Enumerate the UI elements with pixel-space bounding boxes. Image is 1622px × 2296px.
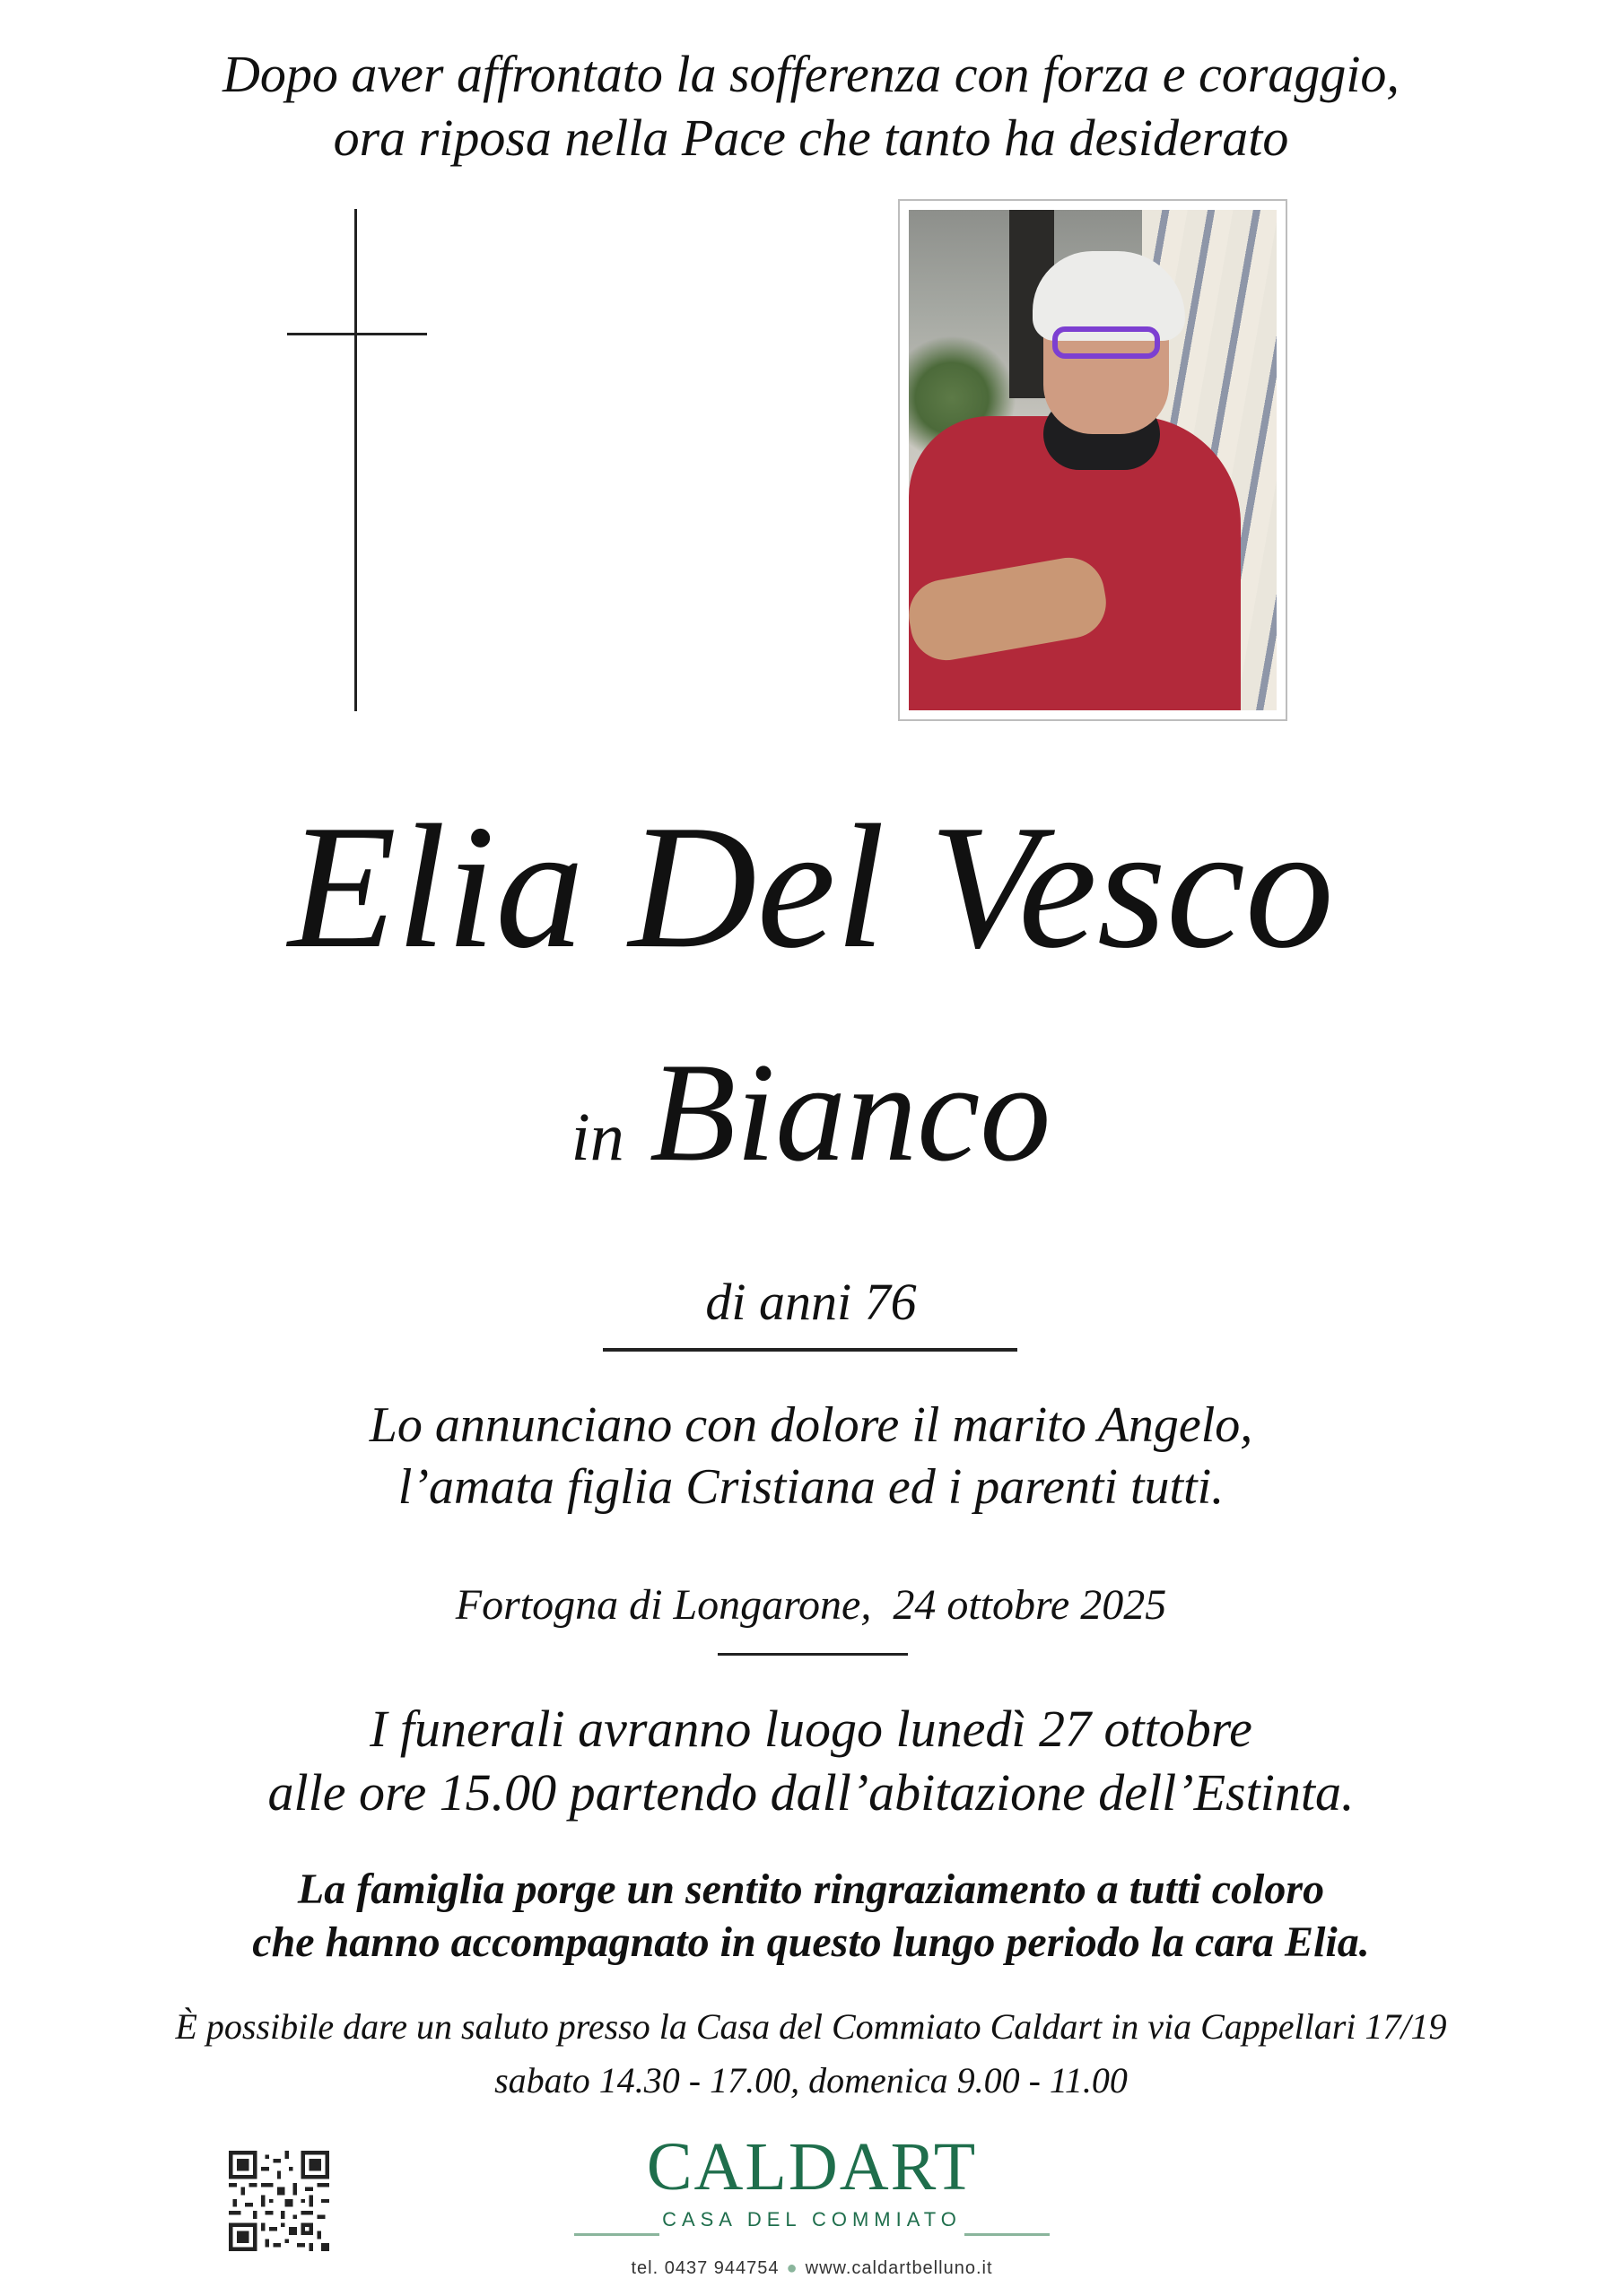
contacts	[574, 2258, 1050, 2279]
thanks-line-2: che hanno accompagnato in questo lungo periodo la cara Elia.	[252, 1918, 1370, 1966]
brand-name: CALDART	[646, 2129, 978, 2205]
phone[interactable]: tel. 0437 944754	[631, 2258, 780, 2278]
divider	[603, 1348, 1017, 1352]
separator-dot-icon: ●	[786, 2258, 798, 2278]
place-date: Fortogna di Longarone, 24 ottobre 2025	[455, 1581, 1167, 1629]
married-surname: Bianco	[649, 1034, 1051, 1191]
brand-subtitle: CASA DEL COMMIATO	[662, 2208, 962, 2231]
announcement-line-1: Lo annunciano con dolore il marito Angelo,	[369, 1397, 1253, 1453]
visit-line-2: sabato 14.30 - 17.00, domenica 9.00 - 11.00	[494, 2060, 1128, 2100]
visit-info	[0, 2000, 1622, 2108]
epigraph	[0, 43, 1622, 170]
married-surname-row	[0, 1031, 1622, 1195]
portrait-photo	[909, 210, 1277, 710]
brand-rule-left	[574, 2233, 659, 2236]
cross-icon	[354, 209, 357, 711]
thanks	[0, 1864, 1622, 1969]
announcement-line-2: l’amata figlia Cristiana ed i parenti tutti.	[397, 1458, 1225, 1515]
brand-rule-right	[964, 2233, 1050, 2236]
qr-code[interactable]	[229, 2151, 329, 2251]
cross-icon-crossbar	[287, 333, 427, 335]
portrait-frame	[898, 199, 1287, 721]
age: di anni 76	[705, 1273, 917, 1331]
funeral-line-1: I funerali avranno luogo lunedì 27 ottobre	[370, 1700, 1252, 1758]
epigraph-line-1: Dopo aver affrontato la sofferenza con forza e coraggio,	[222, 45, 1400, 103]
caldart-logo	[574, 2129, 1050, 2279]
epigraph-line-2: ora riposa nella Pace che tanto ha desiderato	[333, 108, 1289, 167]
deceased-name: Elia Del Vesco	[288, 788, 1334, 985]
announcement	[0, 1395, 1622, 1518]
website-link[interactable]: www.caldartbelluno.it	[805, 2258, 993, 2278]
funeral-info	[0, 1698, 1622, 1825]
divider	[718, 1653, 908, 1656]
visit-line-1: È possibile dare un saluto presso la Casa del Commiato Caldart in via Cappellari 17/19	[175, 2006, 1447, 2047]
funeral-line-2: alle ore 15.00 partendo dall’abitazione dell’Estinta.	[267, 1762, 1355, 1822]
thanks-line-1: La famiglia porge un sentito ringraziamento a tutti coloro	[297, 1866, 1325, 1913]
married-prefix: in	[571, 1100, 624, 1175]
